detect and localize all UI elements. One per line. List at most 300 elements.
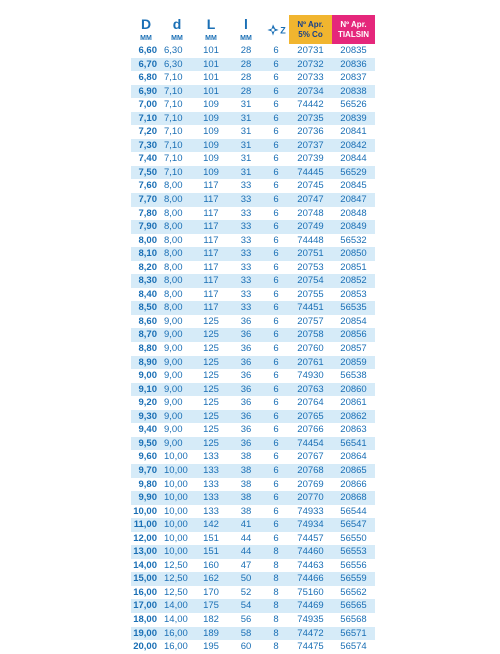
table-body (131, 44, 375, 654)
i-cell: 44 (240, 532, 252, 544)
co-code-cell: 74463 (297, 559, 324, 571)
tialsin-code-cell: 56547 (332, 518, 375, 532)
co-code-cell: 20763 (289, 383, 332, 397)
l-cell: 125 (193, 437, 229, 451)
table-row (131, 288, 375, 302)
i-cell: 38 (240, 505, 252, 517)
z-cell: 8 (273, 586, 279, 598)
table-row (131, 71, 375, 85)
co-code-cell: 20736 (297, 126, 324, 138)
tialsin-code-cell: 56538 (340, 370, 367, 382)
d-cell: 7,70 (131, 193, 161, 207)
z-cell: 6 (263, 356, 289, 370)
table-row (131, 98, 375, 112)
table-row (131, 44, 375, 58)
i-cell: 33 (240, 288, 252, 300)
tialsin-code-cell: 20850 (332, 247, 375, 261)
table-row (131, 261, 375, 275)
l-cell: 117 (203, 180, 219, 192)
tialsin-code-cell: 20866 (340, 478, 367, 490)
co-code-cell: 20766 (297, 424, 324, 436)
d-cell: 6,90 (131, 85, 161, 99)
dd-cell: 8,00 (161, 193, 193, 207)
header-l-small: l (229, 15, 263, 33)
z-cell: 6 (273, 45, 279, 56)
tialsin-code-cell: 56556 (340, 559, 367, 571)
dd-cell: 10,00 (161, 518, 193, 532)
dd-cell: 9,00 (161, 328, 193, 342)
z-cell: 6 (273, 180, 279, 192)
l-cell: 170 (203, 586, 219, 598)
tialsin-code-cell: 20859 (332, 356, 375, 370)
table-row (131, 139, 375, 153)
d-cell: 8,20 (138, 261, 157, 273)
co-code-cell: 74930 (297, 370, 324, 382)
z-cell: 6 (263, 328, 289, 342)
table-row (131, 301, 375, 315)
dd-cell: 8,00 (164, 288, 183, 300)
z-cell: 6 (263, 58, 289, 72)
tialsin-code-cell: 20854 (340, 315, 367, 327)
dd-cell: 7,10 (164, 99, 183, 111)
table-row (131, 112, 375, 126)
table-row (131, 247, 375, 261)
co-code-cell: 74935 (297, 613, 324, 625)
i-cell: 31 (240, 153, 252, 165)
z-cell: 6 (273, 315, 279, 327)
d-cell: 8,50 (131, 301, 161, 315)
l-cell: 117 (193, 301, 229, 315)
table-row (131, 369, 375, 383)
z-cell: 6 (273, 99, 279, 111)
co-code-cell: 20737 (289, 139, 332, 153)
dd-cell: 8,00 (164, 207, 183, 219)
co-code-cell: 20732 (289, 58, 332, 72)
l-cell: 160 (203, 559, 219, 571)
table-row (131, 491, 375, 505)
d-cell: 7,10 (131, 112, 161, 126)
z-cell: 8 (273, 559, 279, 571)
i-cell: 31 (229, 139, 263, 153)
table-row (131, 58, 375, 72)
z-cell: 8 (273, 641, 279, 653)
table-row (131, 518, 375, 532)
dd-cell: 7,10 (161, 139, 193, 153)
co-code-cell: 74445 (289, 166, 332, 180)
dd-cell: 6,30 (164, 45, 183, 56)
header-l-big: L (193, 15, 229, 33)
z-cell: 6 (263, 383, 289, 397)
d-cell: 9,70 (131, 464, 161, 478)
dd-cell: 14,00 (164, 613, 188, 625)
i-cell: 33 (229, 301, 263, 315)
l-cell: 109 (203, 153, 219, 165)
co-code-cell: 74457 (297, 532, 324, 544)
i-cell: 50 (229, 572, 263, 586)
tialsin-code-cell: 20836 (332, 58, 375, 72)
table-row (131, 586, 375, 600)
d-cell: 17,00 (131, 599, 161, 613)
d-cell: 16,00 (133, 586, 157, 598)
l-cell: 125 (203, 343, 219, 355)
d-cell: 12,00 (133, 532, 157, 544)
d-cell: 7,30 (131, 139, 161, 153)
l-cell: 117 (203, 288, 219, 300)
l-cell: 125 (203, 370, 219, 382)
co-code-cell: 20770 (289, 491, 332, 505)
i-cell: 38 (229, 464, 263, 478)
d-cell: 7,50 (131, 166, 161, 180)
l-cell: 109 (193, 139, 229, 153)
z-cell: 6 (273, 397, 279, 409)
l-cell: 117 (193, 274, 229, 288)
co-code-cell: 74454 (289, 437, 332, 451)
i-cell: 56 (240, 613, 252, 625)
tialsin-code-cell: 20851 (340, 261, 367, 273)
tialsin-code-cell: 56544 (340, 505, 367, 517)
dd-cell: 8,00 (164, 261, 183, 273)
z-cell: 8 (263, 545, 289, 559)
table-row (131, 437, 375, 451)
table-row (131, 572, 375, 586)
z-cell: 6 (273, 126, 279, 138)
header-d-big: D (131, 15, 161, 33)
d-cell: 6,60 (138, 45, 157, 56)
d-cell: 8,90 (131, 356, 161, 370)
z-cell: 6 (273, 72, 279, 84)
tialsin-code-cell: 20861 (340, 397, 367, 409)
i-cell: 36 (229, 437, 263, 451)
dd-cell: 8,00 (164, 180, 183, 192)
z-cell: 6 (273, 424, 279, 436)
tialsin-code-cell: 20839 (332, 112, 375, 126)
l-cell: 117 (203, 261, 219, 273)
dd-cell: 8,00 (164, 234, 183, 246)
unit-dd: MM (161, 33, 193, 44)
tialsin-code-cell: 20864 (340, 451, 367, 463)
z-cell: 6 (263, 464, 289, 478)
i-cell: 33 (240, 180, 252, 192)
i-cell: 31 (240, 126, 252, 138)
i-cell: 60 (240, 641, 252, 653)
dd-cell: 14,00 (161, 599, 193, 613)
co-code-cell: 74933 (297, 505, 324, 517)
d-cell: 7,60 (138, 180, 157, 192)
i-cell: 33 (229, 193, 263, 207)
tialsin-code-cell: 20848 (340, 207, 367, 219)
tialsin-code-cell: 20844 (340, 153, 367, 165)
i-cell: 28 (240, 72, 252, 84)
co-code-cell: 20731 (297, 45, 324, 56)
i-cell: 36 (240, 397, 252, 409)
dd-cell: 10,00 (161, 545, 193, 559)
co-code-cell: 74451 (289, 301, 332, 315)
table-row (131, 315, 375, 329)
i-cell: 54 (229, 599, 263, 613)
z-cell: 6 (263, 85, 289, 99)
dd-cell: 10,00 (164, 478, 188, 490)
table-row (131, 328, 375, 342)
i-cell: 31 (229, 112, 263, 126)
dd-cell: 10,00 (164, 505, 188, 517)
tialsin-code-cell: 56535 (332, 301, 375, 315)
co-code-cell: 20751 (289, 247, 332, 261)
d-cell: 7,00 (138, 99, 157, 111)
header-co-code (289, 15, 332, 44)
dd-cell: 8,00 (161, 274, 193, 288)
d-cell: 9,90 (131, 491, 161, 505)
tialsin-code-cell: 56553 (332, 545, 375, 559)
dd-cell: 16,00 (161, 627, 193, 641)
tialsin-code-cell: 56568 (340, 613, 367, 625)
dd-cell: 12,50 (161, 572, 193, 586)
unit-l: MM (193, 33, 229, 44)
table-row (131, 423, 375, 437)
l-cell: 117 (203, 234, 219, 246)
z-cell: 6 (273, 343, 279, 355)
l-cell: 117 (203, 207, 219, 219)
i-cell: 36 (229, 410, 263, 424)
tialsin-code-cell: 20863 (340, 424, 367, 436)
header-z-label: Z (280, 25, 286, 36)
d-cell: 13,00 (131, 545, 161, 559)
drill-spec-table (131, 15, 375, 654)
flute-cross-section-icon (266, 23, 280, 37)
l-cell: 125 (193, 328, 229, 342)
z-cell: 6 (273, 370, 279, 382)
z-cell: 6 (273, 532, 279, 544)
co-code-cell: 74934 (289, 518, 332, 532)
tialsin-code-cell: 56565 (332, 599, 375, 613)
dd-cell: 9,00 (164, 397, 183, 409)
dd-cell: 9,00 (161, 410, 193, 424)
dd-cell: 10,00 (164, 532, 188, 544)
header-co-line2: 5% Co (298, 29, 323, 39)
tialsin-code-cell: 20835 (340, 45, 367, 56)
i-cell: 31 (229, 166, 263, 180)
dd-cell: 7,10 (164, 126, 183, 138)
i-cell: 36 (240, 315, 252, 327)
tialsin-code-cell: 20856 (332, 328, 375, 342)
i-cell: 47 (240, 559, 252, 571)
i-cell: 33 (229, 247, 263, 261)
i-cell: 33 (229, 220, 263, 234)
drill-spec-table-container (131, 15, 375, 654)
tialsin-code-cell: 56559 (332, 572, 375, 586)
co-code-cell: 74469 (289, 599, 332, 613)
z-cell: 6 (273, 478, 279, 490)
d-cell: 14,00 (133, 559, 157, 571)
co-code-cell: 20753 (297, 261, 324, 273)
dd-cell: 10,00 (164, 451, 188, 463)
d-cell: 8,10 (131, 247, 161, 261)
i-cell: 36 (229, 356, 263, 370)
tialsin-code-cell: 56526 (340, 99, 367, 111)
z-cell: 6 (263, 247, 289, 261)
d-cell: 15,00 (131, 572, 161, 586)
d-cell: 19,00 (131, 627, 161, 641)
d-cell: 8,00 (138, 234, 157, 246)
l-cell: 175 (193, 599, 229, 613)
header-d-small: d (161, 15, 193, 33)
tialsin-code-cell: 56574 (340, 641, 367, 653)
table-row (131, 464, 375, 478)
i-cell: 36 (229, 383, 263, 397)
co-code-cell: 74460 (289, 545, 332, 559)
header-ti-line1: Nº Apr. (340, 19, 367, 29)
dd-cell: 9,00 (161, 437, 193, 451)
co-code-cell: 20764 (297, 397, 324, 409)
z-cell: 6 (263, 112, 289, 126)
d-cell: 9,20 (138, 397, 157, 409)
d-cell: 10,00 (133, 505, 157, 517)
dd-cell: 16,00 (164, 641, 188, 653)
tialsin-code-cell: 20847 (332, 193, 375, 207)
dd-cell: 7,10 (161, 166, 193, 180)
l-cell: 125 (203, 397, 219, 409)
tialsin-code-cell: 20838 (332, 85, 375, 99)
i-cell: 41 (229, 518, 263, 532)
unit-i: MM (229, 33, 263, 44)
dd-cell: 9,00 (164, 315, 183, 327)
co-code-cell: 75160 (297, 586, 324, 598)
dd-cell: 7,10 (164, 153, 183, 165)
z-cell: 6 (263, 193, 289, 207)
l-cell: 101 (203, 72, 219, 84)
table-row (131, 383, 375, 397)
d-cell: 9,60 (138, 451, 157, 463)
l-cell: 109 (203, 126, 219, 138)
co-code-cell: 74472 (289, 627, 332, 641)
dd-cell: 8,00 (161, 301, 193, 315)
co-code-cell: 20769 (297, 478, 324, 490)
co-code-cell: 20758 (289, 328, 332, 342)
i-cell: 38 (240, 478, 252, 490)
l-cell: 117 (193, 193, 229, 207)
tialsin-code-cell: 56529 (332, 166, 375, 180)
d-cell: 9,50 (131, 437, 161, 451)
co-code-cell: 20735 (289, 112, 332, 126)
tialsin-code-cell: 20849 (332, 220, 375, 234)
dd-cell: 9,00 (161, 356, 193, 370)
i-cell: 52 (240, 586, 252, 598)
d-cell: 7,90 (131, 220, 161, 234)
table-row (131, 599, 375, 613)
co-code-cell: 20733 (297, 72, 324, 84)
i-cell: 28 (240, 45, 252, 56)
table-header (131, 15, 375, 44)
tialsin-code-cell: 56541 (332, 437, 375, 451)
i-cell: 28 (229, 58, 263, 72)
l-cell: 125 (203, 315, 219, 327)
l-cell: 142 (193, 518, 229, 532)
tialsin-code-cell: 20860 (332, 383, 375, 397)
dd-cell: 8,00 (161, 247, 193, 261)
table-row (131, 220, 375, 234)
z-cell: 6 (263, 220, 289, 234)
co-code-cell: 20734 (289, 85, 332, 99)
table-row (131, 274, 375, 288)
table-row (131, 478, 375, 492)
l-cell: 133 (203, 505, 219, 517)
l-cell: 101 (193, 85, 229, 99)
table-row (131, 613, 375, 627)
l-cell: 182 (203, 613, 219, 625)
co-code-cell: 20760 (297, 343, 324, 355)
dd-cell: 12,50 (164, 559, 188, 571)
dd-cell: 9,00 (164, 370, 183, 382)
dd-cell: 12,50 (164, 586, 188, 598)
l-cell: 101 (203, 45, 219, 56)
d-cell: 9,30 (131, 410, 161, 424)
l-cell: 133 (203, 478, 219, 490)
l-cell: 151 (193, 545, 229, 559)
i-cell: 33 (240, 207, 252, 219)
table-row (131, 396, 375, 410)
co-code-cell: 74466 (289, 572, 332, 586)
d-cell: 8,70 (131, 328, 161, 342)
tialsin-code-cell: 20842 (332, 139, 375, 153)
d-cell: 11,00 (131, 518, 161, 532)
z-cell: 6 (263, 301, 289, 315)
d-cell: 8,40 (138, 288, 157, 300)
co-code-cell: 20749 (289, 220, 332, 234)
i-cell: 38 (240, 451, 252, 463)
table-row (131, 450, 375, 464)
i-cell: 44 (229, 545, 263, 559)
l-cell: 189 (193, 627, 229, 641)
i-cell: 33 (240, 261, 252, 273)
tialsin-code-cell: 20837 (340, 72, 367, 84)
z-cell: 6 (273, 261, 279, 273)
z-cell: 8 (273, 613, 279, 625)
i-cell: 58 (229, 627, 263, 641)
tialsin-code-cell: 56532 (340, 234, 367, 246)
d-cell: 6,80 (138, 72, 157, 84)
z-cell: 6 (273, 153, 279, 165)
i-cell: 36 (240, 424, 252, 436)
d-cell: 9,00 (138, 370, 157, 382)
l-cell: 101 (193, 58, 229, 72)
table-row (131, 505, 375, 519)
l-cell: 133 (193, 491, 229, 505)
l-cell: 117 (193, 220, 229, 234)
tialsin-code-cell: 56562 (340, 586, 367, 598)
tialsin-code-cell: 56550 (340, 532, 367, 544)
d-cell: 8,80 (138, 343, 157, 355)
z-cell: 6 (263, 518, 289, 532)
header-z (263, 15, 289, 44)
tialsin-code-cell: 20852 (332, 274, 375, 288)
z-cell: 6 (273, 505, 279, 517)
l-cell: 109 (193, 166, 229, 180)
table-row (131, 234, 375, 248)
i-cell: 36 (240, 343, 252, 355)
l-cell: 125 (193, 356, 229, 370)
d-cell: 7,80 (138, 207, 157, 219)
table-row (131, 166, 375, 180)
header-tialsin-code (332, 15, 375, 44)
l-cell: 162 (193, 572, 229, 586)
dd-cell: 7,10 (161, 112, 193, 126)
i-cell: 38 (229, 491, 263, 505)
z-cell: 6 (263, 166, 289, 180)
dd-cell: 10,00 (161, 464, 193, 478)
header-row-labels (131, 15, 375, 33)
d-cell: 8,60 (138, 315, 157, 327)
d-cell: 20,00 (133, 641, 157, 653)
table-row (131, 179, 375, 193)
